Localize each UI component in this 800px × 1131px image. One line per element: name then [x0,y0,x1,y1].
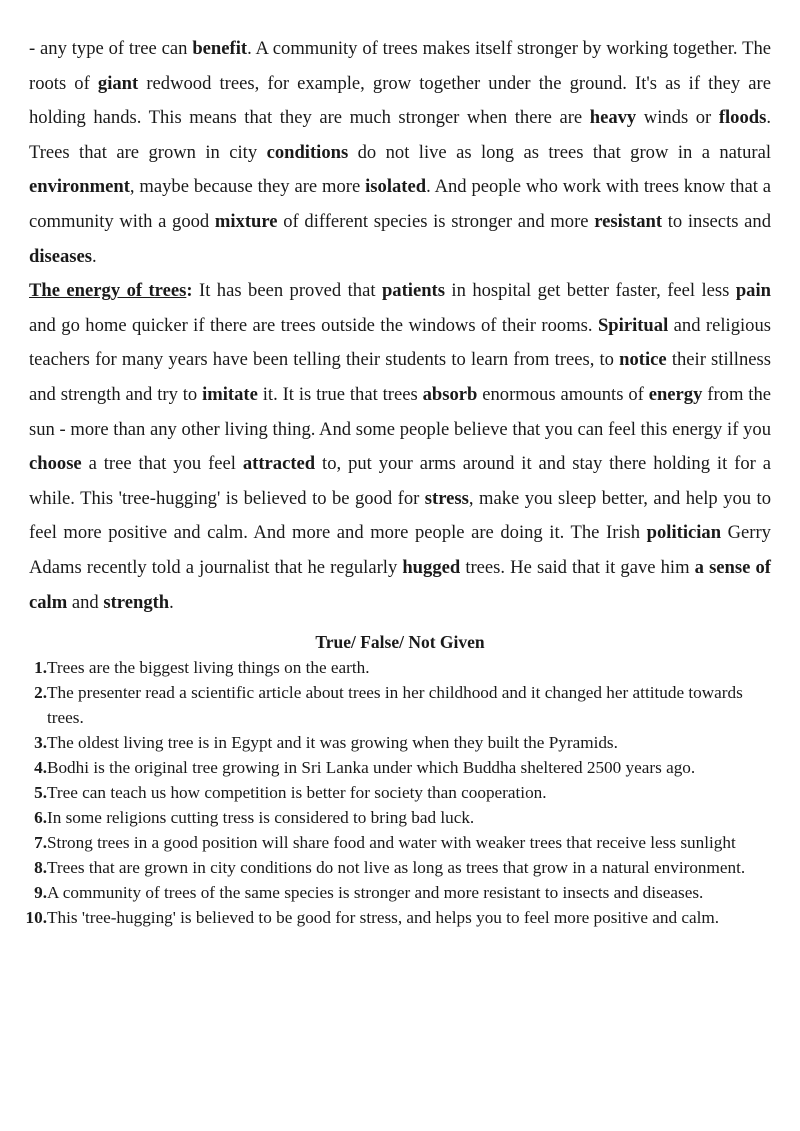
question-item [29,881,771,906]
question-list [25,656,771,930]
text-run: enormous amounts of [477,383,649,405]
bold-term: stress [424,487,469,509]
question-item [29,656,771,681]
text-run: . [92,245,97,267]
bold-term: attracted [242,453,316,475]
question-item [29,831,771,856]
question-item [29,781,771,806]
bold-term: conditions [266,141,349,163]
bold-term: Spiritual [597,314,669,336]
bold-term: politician [646,522,722,544]
bold-term: strength [103,591,170,613]
bold-term: choose [29,453,82,475]
text-run: - any type of tree can [29,38,193,59]
text-run: . A community of trees makes itself stronger by working together. The roots of [29,38,771,94]
question-number: 5. [34,782,47,802]
section-heading-energy-of-trees: The energy of trees [29,280,187,302]
text-run: a tree that you feel [81,453,243,475]
question-number: 3. [34,732,47,752]
text-run: . [169,591,174,613]
heading-colon: : [186,280,193,302]
text-run: of different species is stronger and more [277,210,595,232]
section-title: True/ False/ Not Given [315,632,485,653]
bold-term: environment [29,176,130,198]
bold-term: energy [648,383,703,405]
paragraph-energy-of-trees [29,274,771,620]
question-item [29,731,771,756]
bold-term: mixture [214,210,278,232]
bold-term: floods [718,107,767,129]
question-number: 2. [34,683,47,703]
bold-term: patients [381,280,445,302]
question-text: Trees that are grown in city conditions do not live as long as trees that grow in a natural environment. [47,857,746,877]
bold-term: notice [619,349,667,371]
text-run: from the sun - more than any other living thing. And some people believe that you can feel this energy if you [29,383,772,440]
question-item [29,681,771,730]
question-text: A community of trees of the same species is stronger and more resistant to insects and diseases. [47,882,704,902]
text-run: do not live as long as trees that grow in a natural [348,141,771,163]
question-text: The oldest living tree is in Egypt and it was growing when they built the Pyramids. [47,732,618,752]
text-run: and go home quicker if there are trees outside the windows of their rooms. [29,314,598,336]
text-run: . Trees that are grown in city [29,107,771,163]
text-run: their stillness and strength and try to [29,349,771,405]
text-run: , make you sleep better, and help you to feel more positive and calm. And more and more people are doing it. The Irish [29,487,772,544]
bold-term: hugged [402,556,461,578]
question-item [29,756,771,781]
bold-term: pain [735,280,771,302]
question-text: In some religions cutting tress is considered to bring bad luck. [47,807,475,827]
question-number: 6. [34,807,47,827]
question-text: Trees are the biggest living things on the earth. [47,658,370,678]
question-text: The presenter read a scientific article about trees in her childhood and it changed her attitude towards trees. [47,683,743,727]
question-number: 7. [34,832,47,852]
text-run: to insects and [662,210,771,232]
question-number: 1. [34,658,47,678]
paragraph-body [29,280,771,612]
text-run: in hospital get better faster, feel less [444,280,736,302]
bold-term: absorb [422,383,478,405]
question-number: 10. [25,907,47,927]
text-run: . And people who work with trees know that a community with a good [29,176,772,232]
question-number: 8. [34,857,47,877]
text-run: it. It is true that trees [257,383,423,405]
paragraph-community-of-trees [29,32,771,274]
text-run: trees. He said that it gave him [460,556,695,578]
text-run: to, put your arms around it and stay there holding it for a while. This 'tree-hugging' is believed to be good for [29,453,772,509]
text-run: and [67,591,104,613]
text-run: Gerry Adams recently told a journalist that he regularly [29,522,771,578]
question-item [25,906,771,931]
bold-term: a sense of calm [29,556,771,613]
bold-term: heavy [589,107,637,129]
text-run: It has been proved that [192,280,382,302]
bold-term: resistant [594,210,663,232]
question-number: 4. [34,757,47,777]
question-text: Strong trees in a good position will share food and water with weaker trees that receive less sunlight [47,832,736,852]
bold-term: benefit [192,38,248,59]
text-run: winds or [636,107,719,129]
question-item [29,856,771,881]
bold-term: giant [97,72,139,94]
question-text: Bodhi is the original tree growing in Sri Lanka under which Buddha sheltered 2500 years ago. [47,757,696,777]
bold-term: diseases [29,245,93,267]
text-run: and religious teachers for many years have been telling their students to learn from trees, to [29,314,771,371]
text-run: redwood trees, for example, grow together under the ground. It's as if they are holding hands. This means that they are much stronger when there are [29,72,771,129]
text-run: , maybe because they are more [129,176,366,198]
question-text: Tree can teach us how competition is better for society than cooperation. [47,782,547,802]
question-item [29,806,771,831]
question-text: This 'tree-hugging' is believed to be good for stress, and helps you to feel more positive and calm. [47,907,720,927]
bold-term: imitate [202,383,258,405]
question-number: 9. [34,882,47,902]
bold-term: isolated [365,176,427,198]
